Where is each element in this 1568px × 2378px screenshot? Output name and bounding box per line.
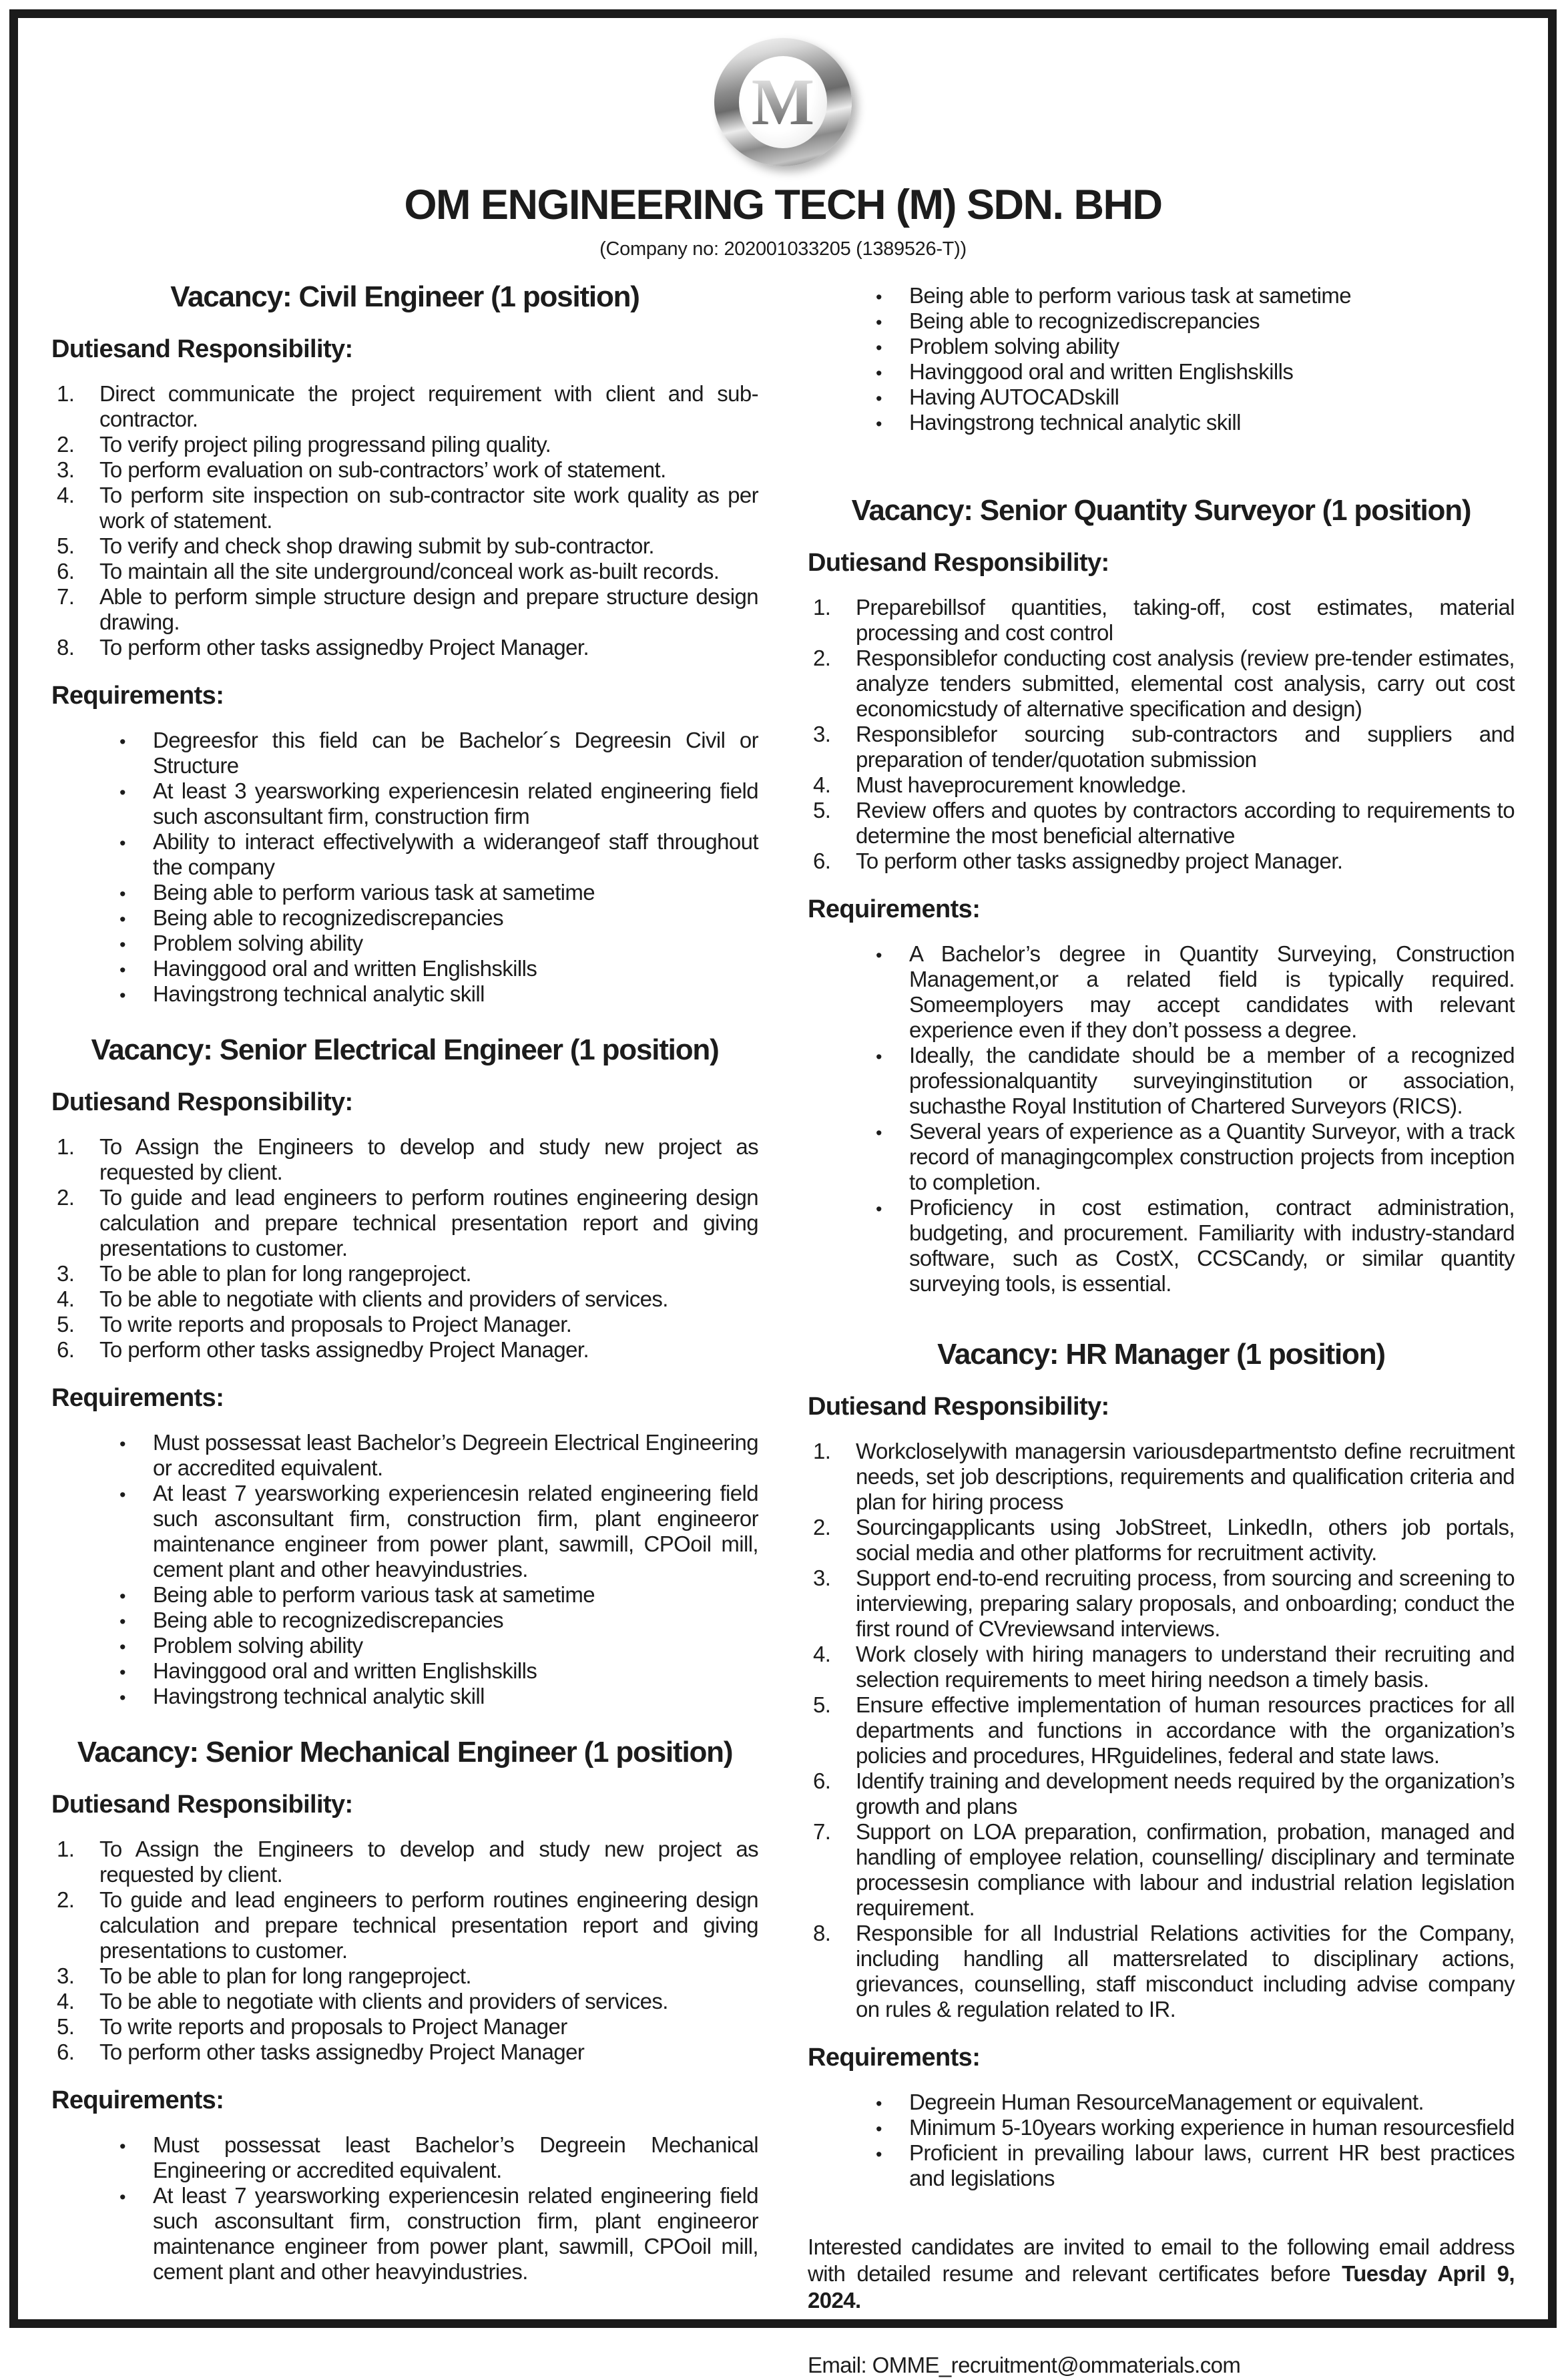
duties-label: Dutiesand Responsibility: [808, 549, 1109, 577]
duty-item: Review offers and quotes by contractors according to requirements to determine the most beneficial alternative [856, 798, 1515, 848]
requirement-item: • Degreein Human ResourceManagement or equivalent. [808, 2090, 1515, 2115]
civil-requirements-list [51, 728, 758, 1007]
electrical-duties-list [51, 1134, 758, 1363]
requirement-item: • At least 7 yearsworking experiencesin related engineering field such asconsultant firm, construction firm, plant engineeror maintenance engineer from power plant, sawmill, CPOoil mill, cement plant and other heavyindustries. [51, 2183, 758, 2285]
duty-item: To write reports and proposals to Project Manager. [99, 1312, 572, 1337]
requirement-item: • Several years of experience as a Quantity Surveyor, with a track record of managingcomplex construction projects from inception to completion. [808, 1119, 1515, 1195]
section-hr-manager [808, 1338, 1515, 2191]
requirement-item: • Havingstrong technical analytic skill [51, 1684, 758, 1709]
requirement-item: • Being able to recognizediscrepancies [808, 308, 1515, 334]
company-registration-number: (Company no: 202001033205 (1389526-T)) [599, 238, 967, 260]
duties-label: Dutiesand Responsibility: [51, 335, 353, 363]
electrical-requirements-list [51, 1430, 758, 1709]
requirement-item: • At least 3 yearsworking experiencesin related engineering field such asconsultant firm, construction firm [51, 778, 758, 829]
header [51, 38, 1515, 260]
duty-item: To be able to plan for long rangeproject. [99, 1963, 471, 1988]
duty-item: Ensure effective implementation of human resources practices for all departments and functions in accordance with the organization’s policies and procedures, HRguidelines, federal and state laws. [856, 1692, 1515, 1768]
duty-item: Direct communicate the project requirement with client and sub-contractor. [99, 381, 758, 431]
requirements-label: Requirements: [51, 682, 224, 710]
requirement-item: • Degreesfor this field can be Bachelor´s Degreesin Civil or Structure [51, 728, 758, 778]
requirement-item: • Minimum 5-10years working experience in human resourcesfield [808, 2115, 1515, 2140]
left-column [51, 276, 758, 2285]
duty-item: Able to perform simple structure design and prepare structure design drawing. [99, 584, 758, 634]
duty-item: To perform other tasks assignedby Project Manager. [99, 1337, 589, 1362]
hr-duties-list [808, 1439, 1515, 2022]
duty-item: To write reports and proposals to Project Manager [99, 2014, 567, 2039]
application-deadline: Tuesday April 9, 2024. [808, 2261, 1515, 2313]
civil-duties-list [51, 381, 758, 660]
vacancy-title-hr-manager: Vacancy: HR Manager (1 position) [937, 1338, 1385, 1371]
requirement-item: • Must possessat least Bachelor’s Degreein Electrical Engineering or accredited equivalent. [51, 1430, 758, 1481]
requirement-item: • Problem solving ability [51, 1633, 758, 1658]
mechanical-requirements-list [51, 2132, 758, 2285]
section-senior-electrical-engineer [51, 1033, 758, 1709]
duty-item: To verify and check shop drawing submit by sub-contractor. [99, 533, 654, 558]
requirement-item: • Being able to perform various task at sametime [51, 880, 758, 905]
requirement-item: • Havingstrong technical analytic skill [808, 410, 1515, 435]
requirement-item: • Ideally, the candidate should be a member of a recognized professionalquantity surveyinginstitution or association, suchasthe Royal Institution of Chartered Surveyors (RICS). [808, 1043, 1515, 1119]
requirement-item: • At least 7 yearsworking experiencesin related engineering field such asconsultant firm, construction firm, plant engineeror maintenance engineer from power plant, sawmill, CPOoil mill, cement plant and other heavyindustries. [51, 1481, 758, 1582]
duty-item: Support end-to-end recruiting process, from sourcing and screening to interviewing, preparing salary proposals, and onboarding; conduct the first round of CVreviewsand interviews. [856, 1566, 1515, 1641]
requirement-item: • Havinggood oral and written Englishskills [808, 359, 1515, 385]
vacancy-title-senior-quantity-surveyor: Vacancy: Senior Quantity Surveyor (1 position) [851, 494, 1471, 527]
duty-item: Workcloselywith managersin variousdepartmentsto define recruitment needs, set job descriptions, requirements and qualification criteria and plan for hiring process [856, 1439, 1515, 1514]
duty-item: Identify training and development needs required by the organization’s growth and plans [856, 1768, 1515, 1819]
company-logo [714, 38, 852, 166]
duty-item: To be able to negotiate with clients and providers of services. [99, 1989, 668, 2013]
page-frame [9, 9, 1557, 2377]
logo-letter-m: M [751, 64, 815, 139]
mechanical-requirements-continued-list [808, 283, 1515, 435]
logo-oval-ring-icon [714, 38, 852, 166]
duty-item: Responsiblefor sourcing sub-contractors and suppliers and preparation of tender/quotation submission [856, 722, 1515, 772]
surveyor-duties-list [808, 595, 1515, 874]
duty-item: Support on LOA preparation, confirmation, probation, managed and handling of employee relation, counselling/ disciplinary and terminate processesin compliance with labour and industrial relation legislation requirement. [856, 1819, 1515, 1920]
duties-label: Dutiesand Responsibility: [51, 1088, 353, 1116]
duty-item: Responsiblefor conducting cost analysis (review pre-tender estimates, analyze tenders submitted, elemental cost analysis, carry out cost economicstudy of alternative specification and design) [856, 646, 1515, 721]
requirements-label: Requirements: [808, 2044, 981, 2072]
duty-item: Responsible for all Industrial Relations activities for the Company, including handling all mattersrelated to disciplinary actions, grievances, counselling, staff misconduct including advise company on rules & regulation related to IR. [856, 1921, 1515, 2022]
closing-invite-text: Interested candidates are invited to email to the following email address with detailed resume and relevant certificates before [808, 2234, 1515, 2286]
requirement-item: • A Bachelor’s degree in Quantity Surveying, Construction Management,or a related field is typically required. Someemployers may accept candidates with relevant experience even if they don’t possess a degree. [808, 941, 1515, 1043]
hr-requirements-list [808, 2090, 1515, 2191]
duty-item: To guide and lead engineers to perform routines engineering design calculation and prepare technical presentation report and giving presentations to customer. [99, 1185, 758, 1260]
requirement-item: • Having AUTOCADskill [808, 385, 1515, 410]
duty-item: To perform evaluation on sub-contractors’ work of statement. [99, 457, 666, 482]
content-columns [51, 276, 1515, 2378]
duty-item: Must haveprocurement knowledge. [856, 772, 1187, 797]
duty-item: To maintain all the site underground/conceal work as-built records. [99, 559, 720, 583]
duties-label: Dutiesand Responsibility: [51, 1791, 353, 1819]
duty-item: To be able to negotiate with clients and providers of services. [99, 1286, 668, 1311]
requirement-item: • Proficiency in cost estimation, contract administration, budgeting, and procurement. Familiarity with industry-standard software, such as CostX, CCSCandy, or similar quantity surveying tools, is essential. [808, 1195, 1515, 1296]
logo-inner-oval [739, 56, 827, 148]
requirements-label: Requirements: [51, 1384, 224, 1412]
duty-item: To Assign the Engineers to develop and study new project as requested by client. [99, 1134, 758, 1184]
requirement-item: • Being able to perform various task at sametime [51, 1582, 758, 1608]
vacancy-title-senior-electrical-engineer: Vacancy: Senior Electrical Engineer (1 position) [91, 1033, 719, 1066]
duty-item: To verify project piling progressand piling quality. [99, 432, 551, 457]
surveyor-requirements-list [808, 941, 1515, 1296]
requirement-item: • Problem solving ability [808, 334, 1515, 359]
duty-item: To perform site inspection on sub-contractor site work quality as per work of statement. [99, 483, 758, 533]
duty-item: Sourcingapplicants using JobStreet, LinkedIn, others job portals, social media and other platforms for recruitment activity. [856, 1515, 1515, 1565]
requirement-item: • Being able to recognizediscrepancies [51, 905, 758, 931]
requirements-label: Requirements: [808, 895, 981, 923]
duty-item: To be able to plan for long rangeproject. [99, 1261, 471, 1286]
vacancy-title-senior-mechanical-engineer: Vacancy: Senior Mechanical Engineer (1 position) [77, 1736, 733, 1768]
section-civil-engineer [51, 280, 758, 1007]
duty-item: To Assign the Engineers to develop and study new project as requested by client. [99, 1837, 758, 1887]
vacancy-title-civil-engineer: Vacancy: Civil Engineer (1 position) [170, 280, 639, 313]
email-line [808, 2353, 1515, 2378]
email-address: OMME_recruitment@ommaterials.com [872, 2353, 1241, 2377]
requirement-item: • Being able to recognizediscrepancies [51, 1608, 758, 1633]
duties-label: Dutiesand Responsibility: [808, 1393, 1109, 1421]
requirement-item: • Havingstrong technical analytic skill [51, 981, 758, 1007]
duty-item: To perform other tasks assignedby Project Manager. [99, 635, 589, 660]
requirement-item: • Ability to interact effectivelywith a widerangeof staff throughout the company [51, 829, 758, 880]
requirement-item: • Havinggood oral and written Englishskills [51, 1658, 758, 1684]
right-column [808, 276, 1515, 2378]
requirements-label: Requirements: [51, 2086, 224, 2114]
requirement-item: • Havinggood oral and written Englishskills [51, 956, 758, 981]
company-name: OM ENGINEERING TECH (M) SDN. BHD [404, 182, 1162, 228]
requirement-item: • Being able to perform various task at sametime [808, 283, 1515, 308]
section-senior-mechanical-engineer [51, 1736, 758, 2285]
mechanical-duties-list [51, 1837, 758, 2065]
duty-item: To perform other tasks assignedby project Manager. [856, 849, 1343, 873]
requirement-item: • Must possessat least Bachelor’s Degreein Mechanical Engineering or accredited equivalent. [51, 2132, 758, 2183]
duty-item: Work closely with hiring managers to understand their recruiting and selection requirements to meet hiring needson a timely basis. [856, 1642, 1515, 1692]
section-senior-quantity-surveyor [808, 494, 1515, 1296]
closing-note [808, 2234, 1515, 2314]
email-label: Email: [808, 2353, 867, 2377]
duty-item: To perform other tasks assignedby Project Manager [99, 2040, 585, 2064]
duty-item: Preparebillsof quantities, taking-off, cost estimates, material processing and cost control [856, 595, 1515, 645]
duty-item: To guide and lead engineers to perform routines engineering design calculation and prepare technical presentation report and giving presentations to customer. [99, 1887, 758, 1963]
requirement-item: • Proficient in prevailing labour laws, current HR best practices and legislations [808, 2140, 1515, 2191]
requirement-item: • Problem solving ability [51, 931, 758, 956]
